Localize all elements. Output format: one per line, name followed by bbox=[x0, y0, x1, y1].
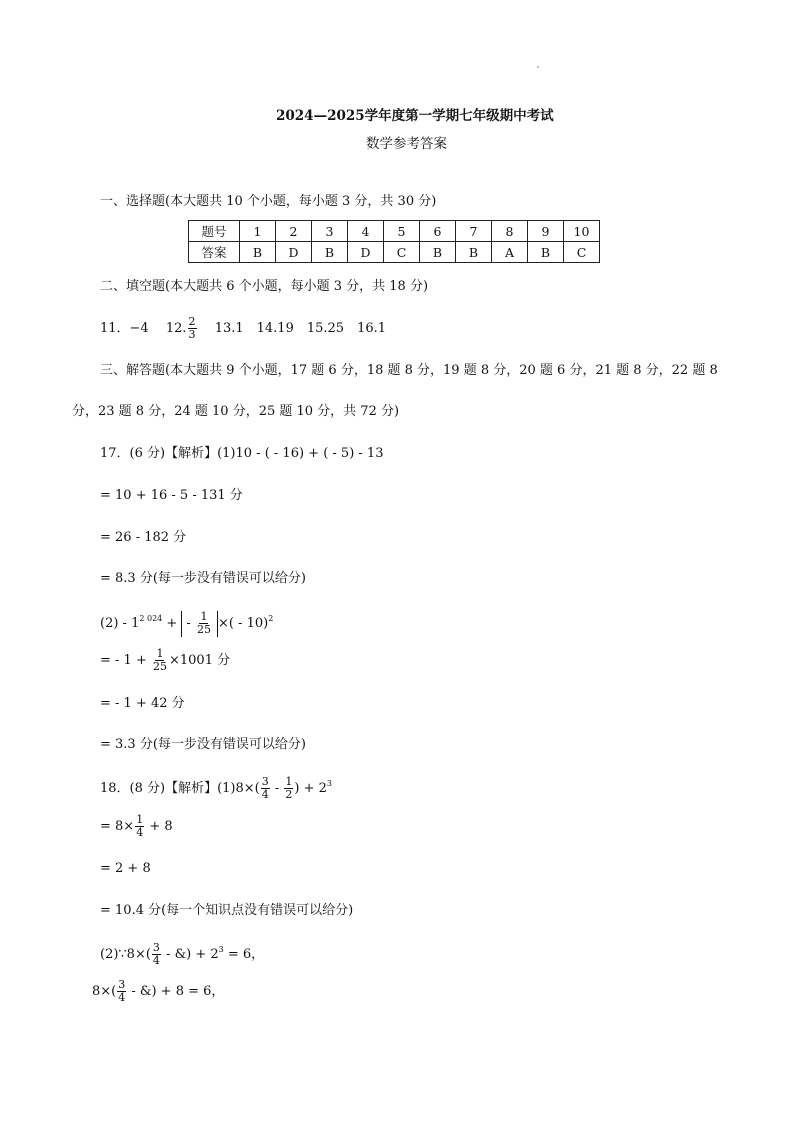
answer-table bbox=[188, 220, 600, 263]
table-row-numbers bbox=[189, 221, 600, 242]
answer-cell: B bbox=[456, 242, 492, 263]
section2-heading: 二、填空题(本大题共 6 个小题，每小题 3 分，共 18 分) bbox=[100, 279, 429, 294]
question-number: 9 bbox=[528, 221, 564, 242]
q18-line4: = 10.4 分(每一个知识点没有错误可以给分) bbox=[100, 903, 354, 918]
q18-line2: = 8× $\frac{1}{4}$ + 8 bbox=[100, 813, 173, 839]
q17-line4: = 8.3 分(每一步没有错误可以给分) bbox=[100, 571, 306, 586]
section3-heading-line2: 分，23 题 8 分，24 题 10 分，25 题 10 分，共 72 分) bbox=[72, 404, 400, 419]
answer-cell: C bbox=[564, 242, 600, 263]
fraction: $\frac{1}{4}$ bbox=[136, 813, 144, 839]
fraction: $\frac{2}{3}$ bbox=[188, 315, 196, 341]
answer-cell: D bbox=[348, 242, 384, 263]
q17-line2: = 10 + 16 - 5 - 131 分 bbox=[100, 488, 243, 503]
q17-line6: = - 1 + $\frac{1}{25}$ ×1001 分 bbox=[100, 647, 231, 673]
row-label-answer: 答案 bbox=[189, 242, 240, 263]
question-number: 2 bbox=[276, 221, 312, 242]
question-number: 8 bbox=[492, 221, 528, 242]
q18-line5: (2)∵8×( $\frac{3}{4}$ - &) + $2^3 = 6$， bbox=[100, 941, 265, 967]
fraction: $\frac{3}{4}$ bbox=[118, 978, 126, 1004]
q17-line3: = 26 - 182 分 bbox=[100, 530, 187, 545]
q17-line1: 17．(6 分)【解析】(1)10 - ( - 16) + ( - 5) - 13 bbox=[100, 446, 384, 461]
answer-cell: B bbox=[420, 242, 456, 263]
question-number: 10 bbox=[564, 221, 600, 242]
answer-12-prefix: 12. bbox=[165, 321, 187, 336]
q18-line6: 8×( $\frac{3}{4}$ - &) + 8 = 6， bbox=[92, 978, 225, 1004]
question-number: 3 bbox=[312, 221, 348, 242]
question-number: 1 bbox=[240, 221, 276, 242]
question-number: 6 bbox=[420, 221, 456, 242]
q17-line8: = 3.3 分(每一步没有错误可以给分) bbox=[100, 737, 306, 752]
section1-heading: 一、选择题(本大题共 10 个小题，每小题 3 分，共 30 分) bbox=[100, 194, 437, 209]
absolute-value: - $\frac{1}{25}$ bbox=[181, 611, 218, 637]
document-subtitle: 数学参考答案 bbox=[366, 136, 447, 152]
q18-line1: 18．(8 分)【解析】(1)8×( $\frac{3}{4}$ - $\frac{1}{2}$ ) + $2^3$ bbox=[100, 775, 333, 801]
answer-cell: D bbox=[276, 242, 312, 263]
q17-line7: = - 1 + 42 分 bbox=[100, 696, 185, 711]
fraction: $\frac{3}{4}$ bbox=[152, 941, 160, 967]
question-number: 7 bbox=[456, 221, 492, 242]
fraction: $\frac{1}{2}$ bbox=[285, 775, 293, 801]
fill-blank-answers bbox=[100, 316, 386, 342]
page-speck bbox=[537, 66, 539, 68]
table-row-answers bbox=[189, 242, 600, 263]
section3-heading-line1: 三、解答题(本大题共 9 个小题，17 题 6 分，18 题 8 分，19 题 8 分，20 题 6 分，21 题 8 分，22 题 8 bbox=[100, 363, 718, 378]
answer-cell: B bbox=[528, 242, 564, 263]
question-number: 4 bbox=[348, 221, 384, 242]
fraction: $\frac{1}{25}$ bbox=[196, 609, 211, 636]
answers-13-16: 13.1 14.19 15.25 16.1 bbox=[214, 321, 387, 336]
fraction: $\frac{3}{4}$ bbox=[261, 775, 269, 801]
answer-cell: B bbox=[240, 242, 276, 263]
q18-line3: = 2 + 8 bbox=[100, 861, 151, 876]
answer-cell: C bbox=[384, 242, 420, 263]
answer-cell: B bbox=[312, 242, 348, 263]
answer-cell: A bbox=[492, 242, 528, 263]
fraction: $\frac{1}{25}$ bbox=[152, 647, 167, 673]
row-label-number: 题号 bbox=[189, 221, 240, 242]
answer-11: 11．−4 bbox=[100, 321, 149, 336]
q17-line5: $(2) - 1^{2 024}$ + - $\frac{1}{25}$ ×( - 10)$^2$ bbox=[100, 609, 274, 636]
question-number: 5 bbox=[384, 221, 420, 242]
document-title: 2024—2025学年度第一学期七年级期中考试 bbox=[276, 108, 554, 124]
